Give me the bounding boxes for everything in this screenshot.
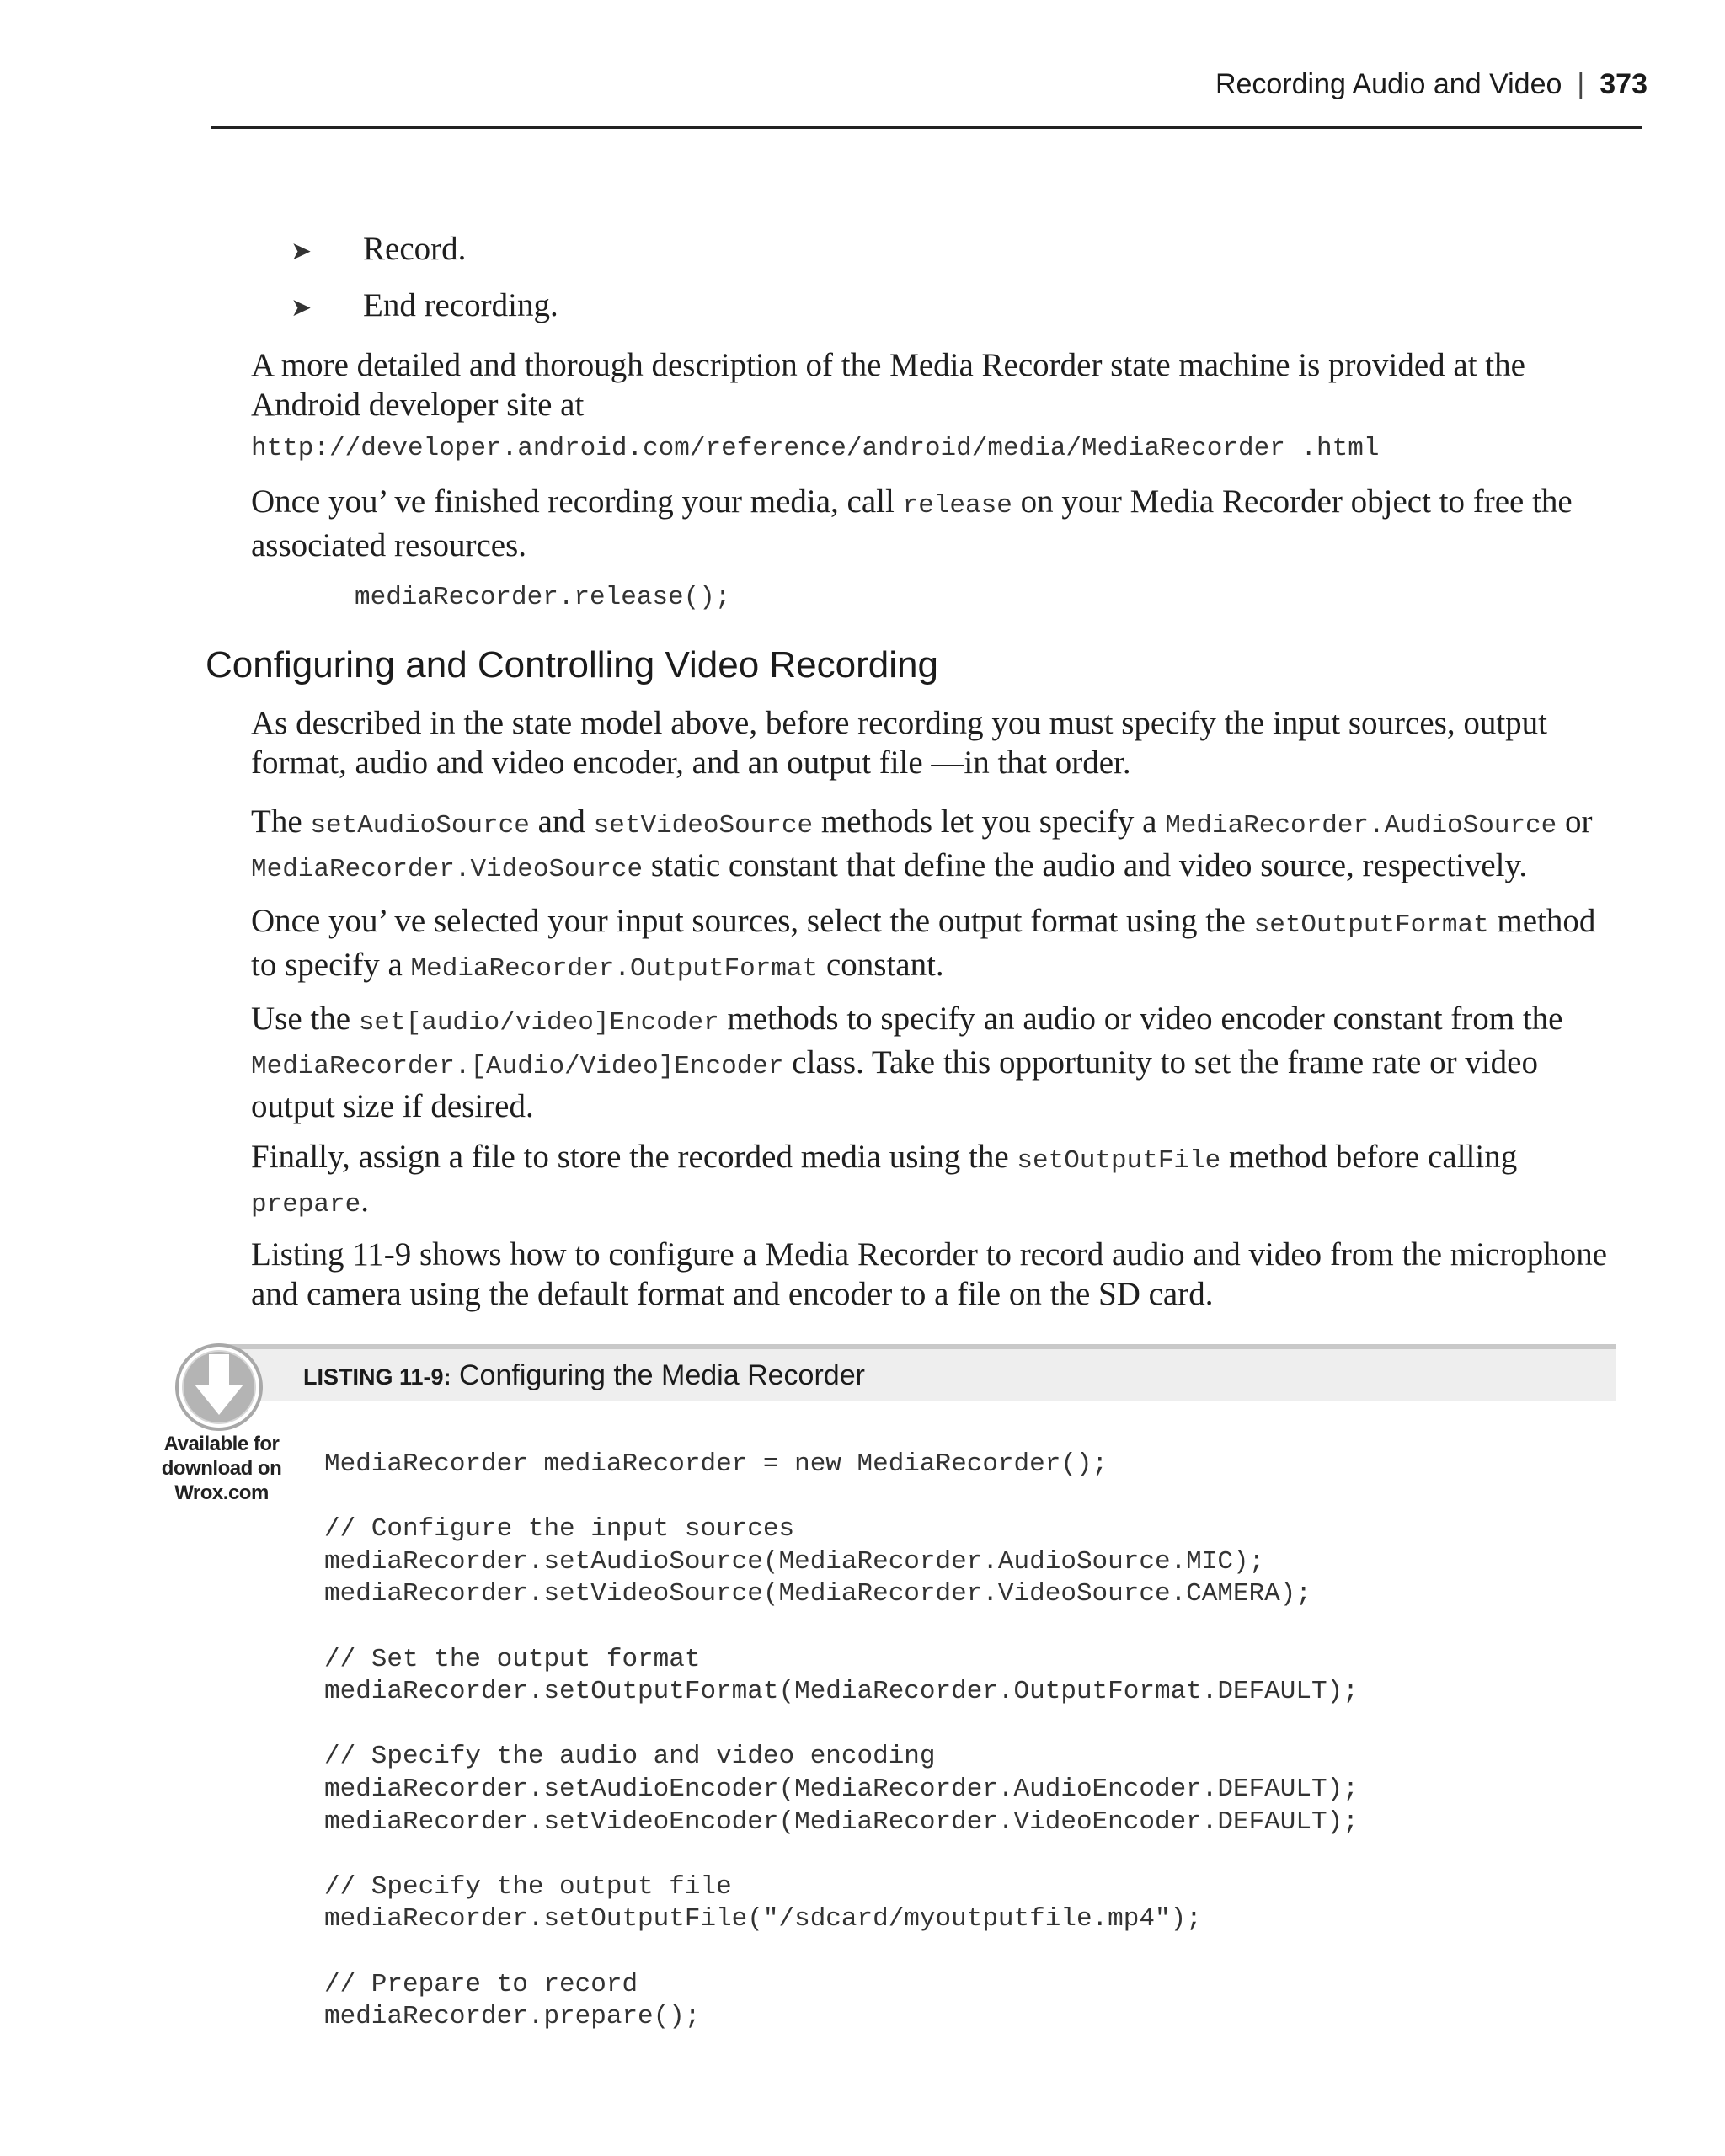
code-line: mediaRecorder.setAudioSource(MediaRecorder.AudioSource.MIC);	[324, 1546, 1265, 1577]
paragraph-text: Once you’ ve selected your input sources, select the output format using the	[251, 903, 1254, 939]
inline-code: MediaRecorder.[Audio/Video]Encoder	[251, 1052, 784, 1081]
bullet-text: Record.	[363, 231, 467, 267]
header-separator: |	[1577, 68, 1585, 100]
code-line: // Specify the audio and video encoding	[324, 1742, 936, 1772]
listing-title	[303, 1354, 865, 1398]
code-line: MediaRecorder mediaRecorder = new MediaRecorder();	[324, 1449, 1108, 1479]
code-line: // Configure the input sources	[324, 1514, 795, 1545]
running-head	[1215, 66, 1648, 103]
paragraph-text: .	[360, 1182, 369, 1219]
paragraph-text: Once you’ ve finished recording your media, call	[251, 483, 903, 520]
code-line: // Set the output format	[324, 1644, 701, 1674]
download-arrow-icon	[174, 1342, 264, 1432]
listing-caption: Configuring the Media Recorder	[459, 1359, 865, 1391]
inline-code: MediaRecorder.AudioSource	[1165, 811, 1557, 841]
code-line	[324, 1709, 1359, 1742]
paragraph-text: on your Media Recorder object to free the associated resources.	[251, 483, 1573, 563]
chapter-title: Recording Audio and Video	[1215, 68, 1562, 100]
inline-code: setOutputFormat	[1253, 910, 1489, 940]
paragraph-text: methods let you specify a	[813, 803, 1166, 840]
paragraph	[251, 1137, 1616, 1225]
inline-code: set[audio/video]Encoder	[358, 1008, 719, 1038]
bullet-arrow-icon: ➤	[291, 237, 312, 266]
bullet-arrow-icon: ➤	[291, 293, 312, 323]
code-snippet: mediaRecorder.release();	[355, 583, 731, 612]
paragraph	[251, 802, 1616, 889]
download-badge	[150, 1432, 293, 1505]
paragraph-text: or	[1557, 803, 1593, 840]
download-text-line: Wrox.com	[174, 1481, 269, 1504]
inline-code: release	[902, 491, 1012, 520]
code-line	[324, 1481, 1359, 1514]
code-line: mediaRecorder.prepare();	[324, 2002, 701, 2032]
inline-code: setAudioSource	[310, 811, 530, 841]
paragraph-text: Use the	[251, 1001, 359, 1037]
header-rule	[211, 126, 1642, 129]
url-code: http://developer.android.com/reference/android/media/MediaRecorder .html	[251, 434, 1380, 463]
paragraph-text: Finally, assign a file to store the recorded media using the	[251, 1139, 1017, 1175]
code-line: mediaRecorder.setVideoEncoder(MediaRecorder.VideoEncoder.DEFAULT);	[324, 1806, 1359, 1837]
code-line	[324, 1611, 1359, 1644]
paragraph-text: As described in the state model above, before recording you must specify the input sources, output format, audio and video encoder, and an output file —in that order.	[251, 705, 1548, 781]
paragraph-text: method before calling	[1220, 1139, 1518, 1175]
code-line: mediaRecorder.setVideoSource(MediaRecorder.VideoSource.CAMERA);	[324, 1579, 1311, 1609]
inline-code: MediaRecorder.OutputFormat	[410, 954, 819, 984]
code-line	[324, 1936, 1359, 1969]
paragraph-text: The	[251, 803, 311, 840]
download-text-line: Available for	[163, 1433, 280, 1455]
inline-code: prepare	[251, 1190, 361, 1219]
inline-code: setOutputFile	[1017, 1146, 1221, 1176]
paragraph-text: A more detailed and thorough description of the Media Recorder state machine is provided at the Android developer site at	[251, 347, 1525, 423]
inline-code: MediaRecorder.VideoSource	[251, 855, 644, 884]
paragraph	[251, 345, 1616, 468]
paragraph-text: methods to specify an audio or video encoder constant from the	[718, 1001, 1563, 1037]
section-heading: Configuring and Controlling Video Recording	[206, 644, 938, 686]
paragraph	[251, 901, 1616, 989]
bullet-item	[291, 286, 1554, 328]
code-line: mediaRecorder.setOutputFile("/sdcard/myoutputfile.mp4");	[324, 1904, 1202, 1935]
paragraph-text: static constant that define the audio and video source, respectively.	[643, 847, 1528, 883]
download-text-line: download on	[161, 1457, 282, 1480]
paragraph-text: and	[529, 803, 594, 840]
code-line: mediaRecorder.setAudioEncoder(MediaRecorder.AudioEncoder.DEFAULT);	[324, 1774, 1359, 1804]
paragraph-text: constant.	[818, 947, 944, 983]
paragraph-text: Listing 11-9 shows how to configure a Media Recorder to record audio and video from the microphone and camera using the default format and encoder to a file on the SD card.	[251, 1236, 1608, 1312]
listing-label: LISTING 11-9:	[303, 1364, 451, 1390]
code-line: // Prepare to record	[324, 1969, 638, 1999]
paragraph	[251, 1235, 1616, 1314]
code-line	[324, 1838, 1359, 1871]
code-line: // Specify the output file	[324, 1871, 732, 1902]
paragraph	[251, 999, 1616, 1126]
bullet-text: End recording.	[363, 287, 558, 323]
page-number: 373	[1599, 68, 1648, 100]
code-line: mediaRecorder.setOutputFormat(MediaRecorder.OutputFormat.DEFAULT);	[324, 1677, 1359, 1707]
code-listing	[324, 1449, 1359, 2034]
paragraph	[251, 703, 1616, 782]
paragraph-text: class. Take this opportunity to set the frame rate or video output size if desired.	[251, 1044, 1538, 1124]
paragraph	[251, 482, 1616, 565]
bullet-item	[291, 229, 1554, 271]
paragraph-text: method to specify a	[251, 903, 1596, 983]
inline-code: setVideoSource	[593, 811, 814, 841]
